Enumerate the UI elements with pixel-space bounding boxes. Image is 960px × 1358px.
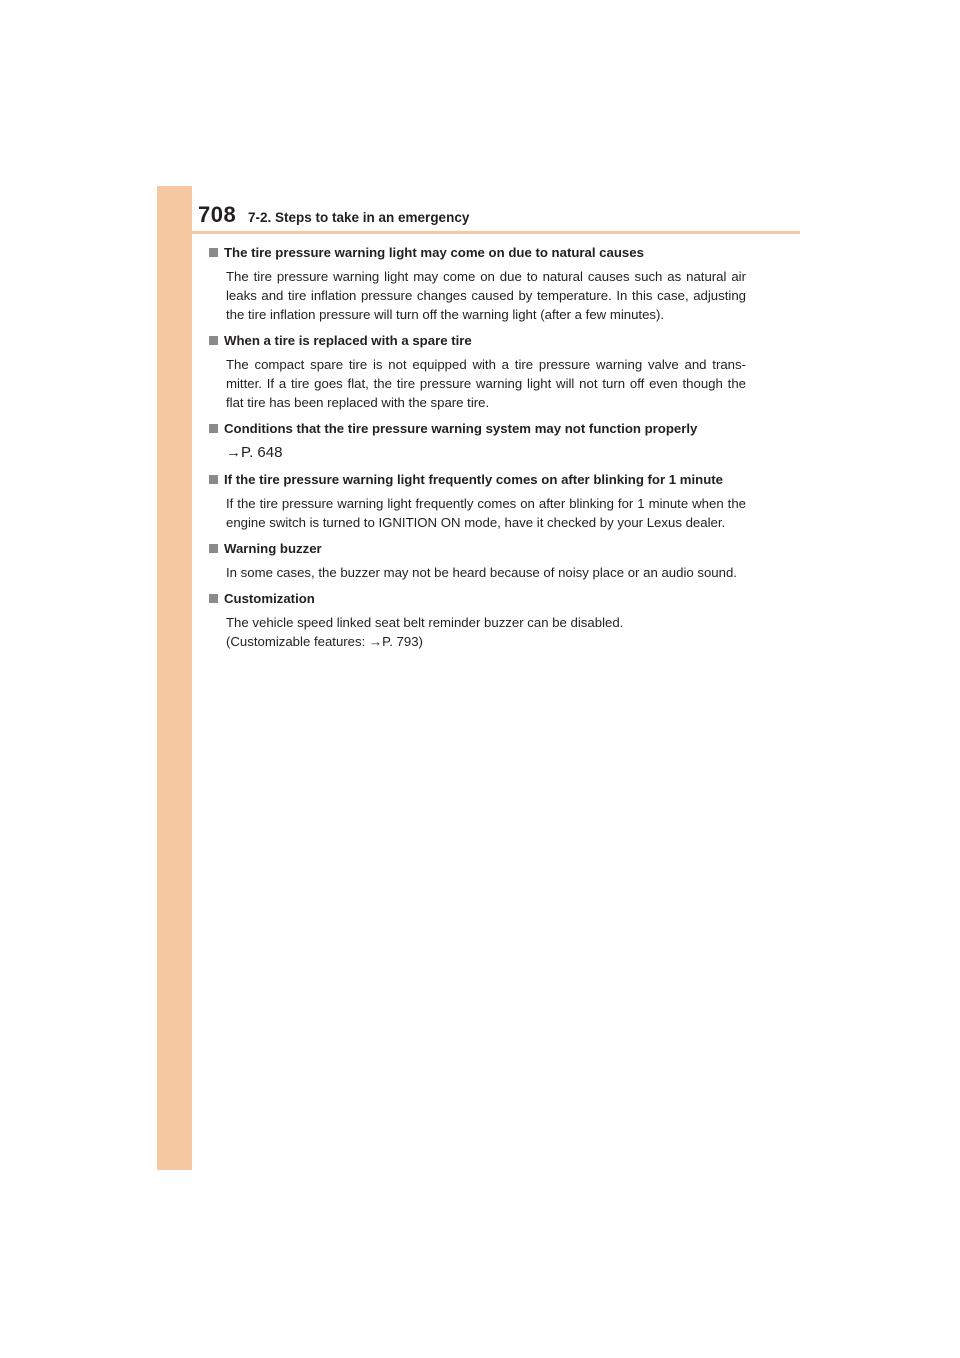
square-bullet-icon <box>209 544 218 553</box>
note-heading <box>209 590 746 608</box>
note-body: In some cases, the buzzer may not be heard because of noisy place or an audio sound. <box>226 565 737 580</box>
header-rule <box>192 231 800 234</box>
note-body: The tire pressure warning light may come on due to natural causes such as natural air leaks and tire inflation pressure changes caused by temperature. In this case, adjusting the tire inflation pressure will turn off the warning light (after a few minutes). <box>226 269 746 322</box>
note-conditions <box>209 420 746 463</box>
section-title: 7-2. Steps to take in an emergency <box>248 210 470 225</box>
note-natural-causes <box>209 244 746 324</box>
note-warning-buzzer <box>209 540 746 582</box>
note-body: If the tire pressure warning light frequently comes on after blinking for 1 minute when the engine switch is turned to IGNITION ON mode, have it checked by your Lexus dealer. <box>226 496 746 530</box>
side-tab-band <box>157 186 192 1170</box>
note-heading <box>209 420 746 438</box>
page-number: 708 <box>198 202 237 227</box>
note-heading-text: The tire pressure warning light may come on due to natural causes <box>224 245 644 260</box>
note-body <box>226 613 746 651</box>
note-heading-text: Conditions that the tire pressure warning system may not function properly <box>224 421 698 436</box>
page-reference-link[interactable]: →P. 648 <box>226 444 283 461</box>
note-frequent-warning <box>209 471 746 532</box>
note-heading-text: If the tire pressure warning light frequently comes on after blinking for 1 minute <box>224 472 724 487</box>
note-customization <box>209 590 746 651</box>
note-body: The compact spare tire is not equipped with a tire pressure warning valve and trans-mitter. If a tire goes flat, the tire pressure warning light will not turn off even though the flat tire has been replaced with the spare tire. <box>226 357 746 410</box>
square-bullet-icon <box>209 336 218 345</box>
page-content <box>209 244 746 659</box>
note-heading <box>209 332 746 350</box>
square-bullet-icon <box>209 248 218 257</box>
customizable-features-reference[interactable]: (Customizable features: →P. 793) <box>226 634 423 649</box>
note-heading-text: When a tire is replaced with a spare tire <box>224 333 472 348</box>
note-heading <box>209 471 746 489</box>
square-bullet-icon <box>209 594 218 603</box>
note-heading <box>209 244 746 262</box>
square-bullet-icon <box>209 475 218 484</box>
note-heading-text: Customization <box>224 591 315 606</box>
square-bullet-icon <box>209 424 218 433</box>
note-body-line: The vehicle speed linked seat belt reminder buzzer can be disabled. <box>226 615 624 630</box>
note-heading <box>209 540 746 558</box>
note-spare-tire <box>209 332 746 412</box>
note-heading-text: Warning buzzer <box>224 541 322 556</box>
